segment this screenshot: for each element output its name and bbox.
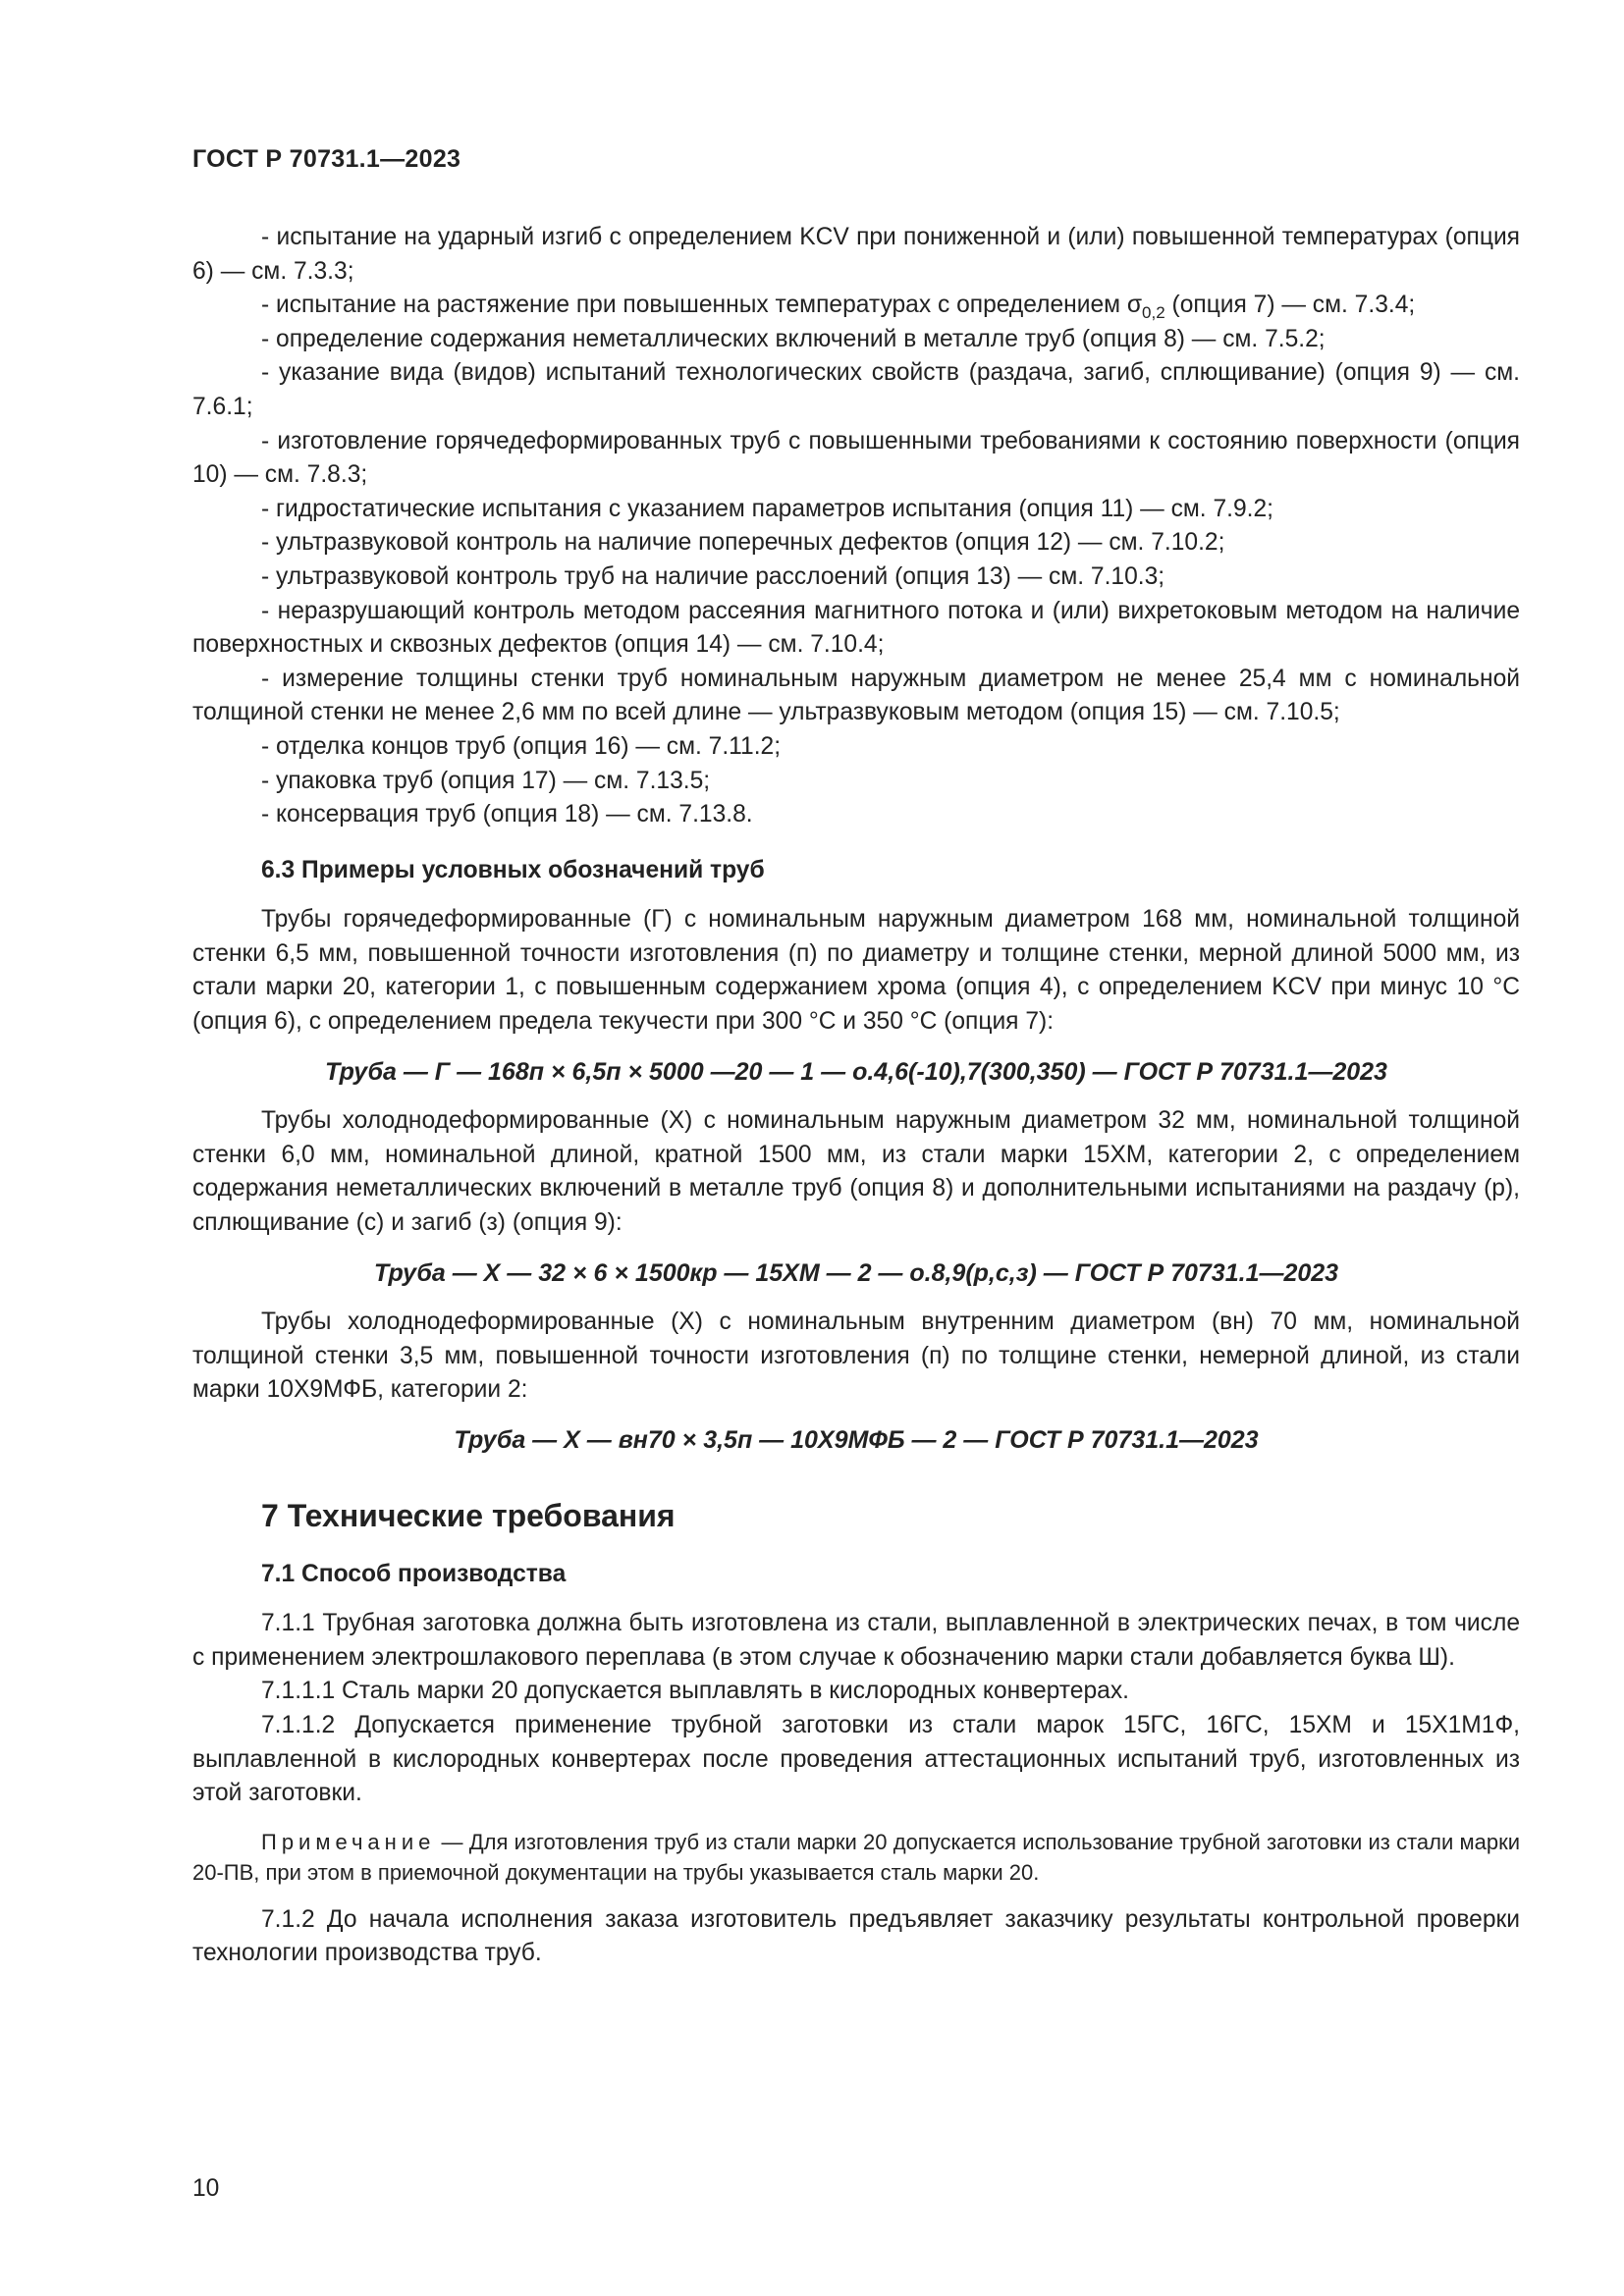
document-header: ГОСТ Р 70731.1—2023 <box>192 145 461 173</box>
note-text: — Для изготовления труб из стали марки 20 допускается использование трубной заготовки из стали марки 20-ПВ, при этом в приемочной документации на трубы указывается сталь марки 20. <box>192 1829 1520 1885</box>
list-item-option-7 <box>192 289 1520 323</box>
list-item-option-11: - гидростатические испытания с указанием параметров испытания (опция 11) — см. 7.9.2; <box>261 495 1273 522</box>
section-7-1-heading: 7.1 Способ производства <box>261 1560 567 1587</box>
option-7-text: - испытание на растяжение при повышенных температурах с определением σ <box>261 292 1143 319</box>
section-7-heading: 7 Технические требования <box>261 1497 676 1533</box>
example-2-designation: Труба — Х — 32 × 6 × 1500кр — 15ХМ — 2 — о.8,9(р,с,з) — ГОСТ Р 70731.1—2023 <box>373 1258 1339 1287</box>
example-3-designation: Труба — Х — вн70 × 3,5п — 10Х9МФБ — 2 — ГОСТ Р 70731.1—2023 <box>454 1426 1259 1454</box>
note <box>192 1827 1520 1888</box>
list-item-option-16: - отделка концов труб (опция 16) — см. 7.11.2; <box>261 732 782 760</box>
sigma-subscript: 0,2 <box>1142 303 1165 323</box>
page-number: 10 <box>192 2175 220 2202</box>
list-item-option-13: - ультразвуковой контроль труб на наличие расслоений (опция 13) — см. 7.10.3; <box>261 562 1165 590</box>
list-item-option-17: - упаковка труб (опция 17) — см. 7.13.5; <box>261 767 711 794</box>
list-item-option-10: - изготовление горячедеформированных труб с повышенными требованиями к состоянию поверхности (опция 10) — см. 7.8.3; <box>192 427 1520 489</box>
example-2-text: Трубы холоднодеформированные (Х) с номинальным наружным диаметром 32 мм, номинальной толщиной стенки 6,0 мм, номинальной длиной, кратной 1500 мм, из стали марки 15ХМ, категории 2, с определением содержания неметаллических включений в металле труб (опция 8) и дополнительными испытаниями на раздачу (р), сплющивание (с) и загиб (з) (опция 9): <box>192 1107 1520 1237</box>
list-item-option-15: - измерение толщины стенки труб номинальным наружным диаметром не менее 25,4 мм с номинальной толщиной стенки не менее 2,6 мм по всей длине — ультразвуковым методом (опция 15) — см. 7.10.5; <box>192 665 1520 726</box>
list-item-option-14: - неразрушающий контроль методом рассеяния магнитного потока и (или) вихретоковым методом на наличие поверхностных и сквозных дефектов (опция 14) — см. 7.10.4; <box>192 597 1520 659</box>
list-item-option-9: - указание вида (видов) испытаний технологических свойств (раздача, загиб, сплющивание) (опция 9) — см. 7.6.1; <box>192 359 1520 420</box>
example-1-designation: Труба — Г — 168п × 6,5п × 5000 —20 — 1 — о.4,6(-10),7(300,350) — ГОСТ Р 70731.1—2023 <box>325 1057 1387 1086</box>
list-item-option-8: - определение содержания неметаллических включений в металле труб (опция 8) — см. 7.5.2; <box>261 325 1326 352</box>
section-6-3-heading: 6.3 Примеры условных обозначений труб <box>261 856 765 883</box>
paragraph-7-1-1: 7.1.1 Трубная заготовка должна быть изготовлена из стали, выплавленной в электрических печах, в том числе с применением электрошлакового переплава (в этом случае к обозначению марки стали добавляется буква Ш). <box>192 1610 1520 1671</box>
option-7-tail: (опция 7) — см. 7.3.4; <box>1164 292 1416 319</box>
paragraph-7-1-1-2: 7.1.1.2 Допускается применение трубной заготовки из стали марок 15ГС, 16ГС, 15ХМ и 15Х1М1Ф, выплавленной в кислородных конвертерах после проведения аттестационных испытаний труб, изготовленных из этой заготовки. <box>192 1711 1520 1807</box>
page-content <box>192 221 1520 1971</box>
list-item-option-6: - испытание на ударный изгиб с определением KCV при пониженной и (или) повышенной температурах (опция 6) — см. 7.3.3; <box>192 224 1520 285</box>
paragraph-7-1-2: 7.1.2 До начала исполнения заказа изготовитель предъявляет заказчику результаты контрольной проверки технологии производства труб. <box>192 1905 1520 1967</box>
list-item-option-18: - консервация труб (опция 18) — см. 7.13.8. <box>261 801 753 828</box>
example-1-text: Трубы горячедеформированные (Г) с номинальным наружным диаметром 168 мм, номинальной толщиной стенки 6,5 мм, повышенной точности изготовления (п) по диаметру и толщине стенки, мерной длиной 5000 мм, из стали марки 20, категории 1, с повышенным содержанием хрома (опция 4), с определением KCV при минус 10 °С (опция 6), с определением предела текучести при 300 °С и 350 °С (опция 7): <box>192 906 1520 1036</box>
note-label: Примечание <box>261 1829 436 1854</box>
example-3-text: Трубы холоднодеформированные (Х) с номинальным внутренним диаметром (вн) 70 мм, номинальной толщиной стенки 3,5 мм, повышенной точности изготовления (п) по толщине стенки, немерной длиной, из стали марки 10Х9МФБ, категории 2: <box>192 1308 1520 1404</box>
paragraph-7-1-1-1: 7.1.1.1 Сталь марки 20 допускается выплавлять в кислородных конвертерах. <box>261 1678 1129 1705</box>
list-item-option-12: - ультразвуковой контроль на наличие поперечных дефектов (опция 12) — см. 7.10.2; <box>261 529 1225 557</box>
